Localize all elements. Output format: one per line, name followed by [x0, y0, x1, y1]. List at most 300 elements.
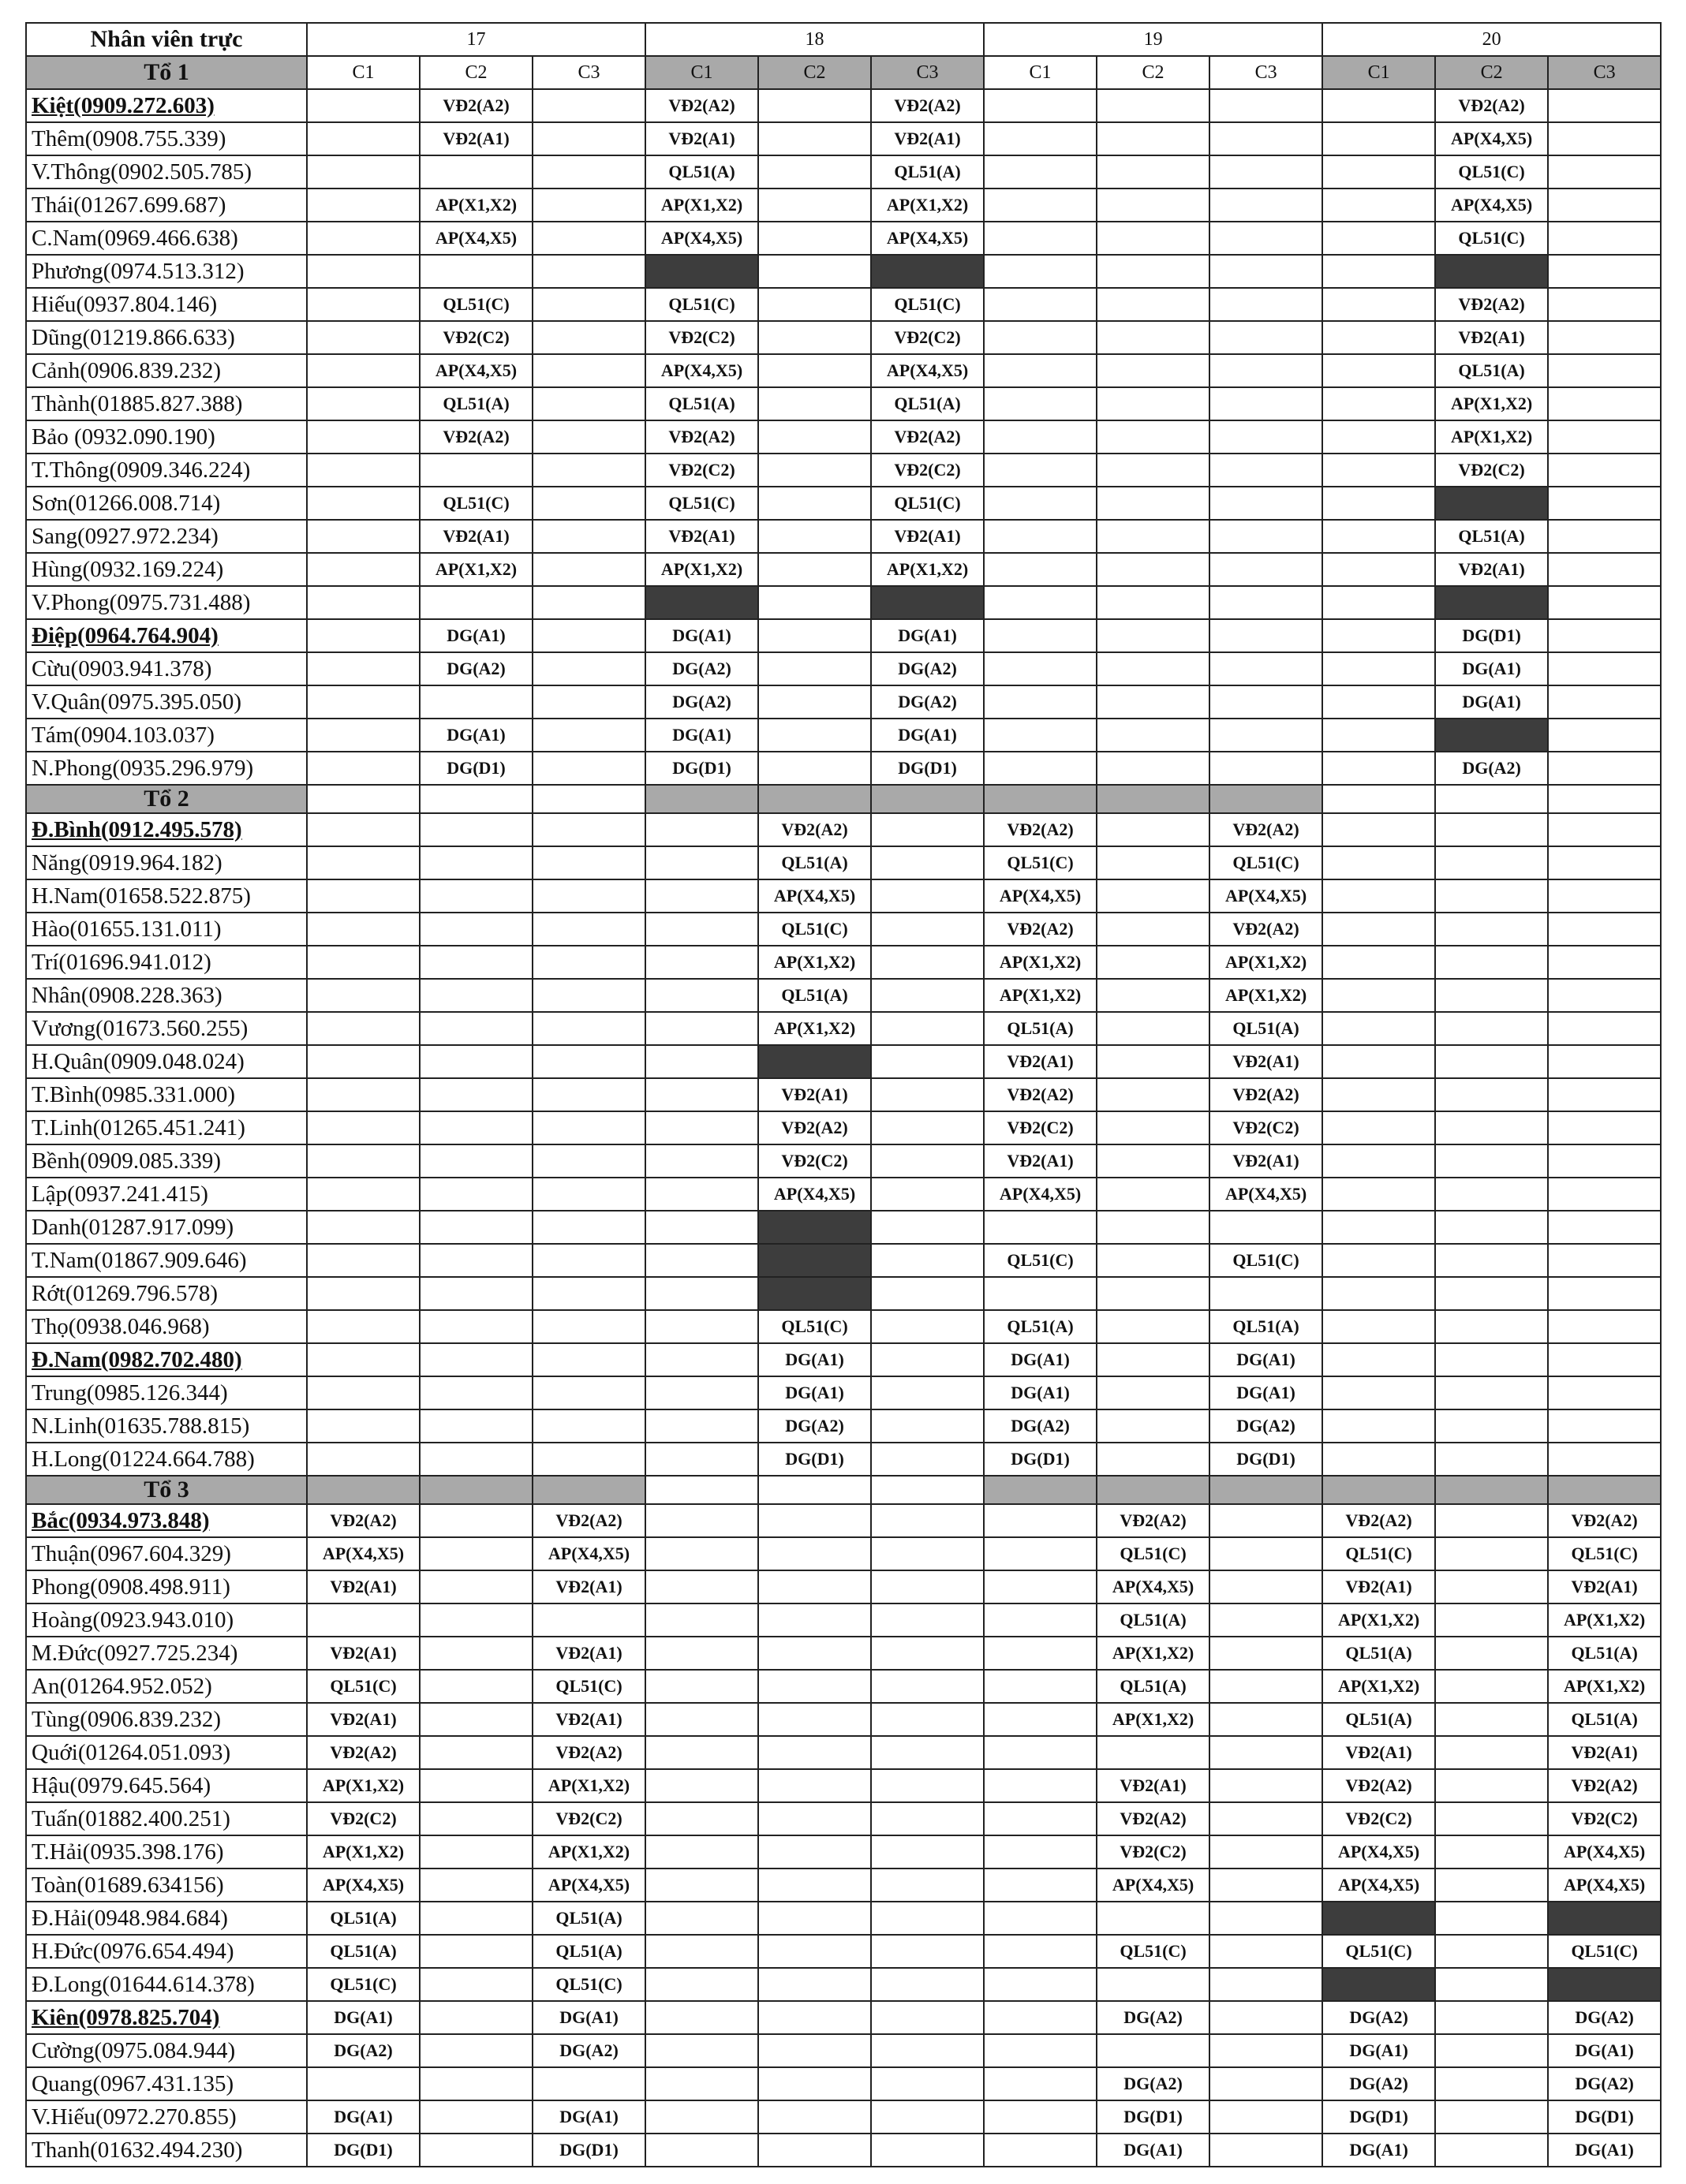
empty-cell [533, 813, 645, 846]
empty-cell [1322, 685, 1435, 719]
staff-name: Phương(0974.513.312) [26, 255, 307, 288]
empty-cell [758, 1769, 871, 1802]
empty-cell [420, 1078, 533, 1111]
group-separator-cell [1435, 1476, 1548, 1504]
staff-name: Quới(01264.051.093) [26, 1736, 307, 1769]
assignment-cell: AP(X4,X5) [1097, 1869, 1209, 1902]
empty-cell [420, 1111, 533, 1144]
assignment-cell: QL51(C) [1209, 1244, 1322, 1277]
assignment-cell: VĐ2(C2) [645, 321, 758, 354]
empty-cell [871, 1603, 984, 1637]
empty-cell [645, 1637, 758, 1670]
staff-row [26, 1211, 1661, 1244]
empty-cell [420, 1703, 533, 1736]
empty-cell [307, 1178, 420, 1211]
empty-cell [1209, 2001, 1322, 2034]
assignment-cell: DG(A2) [1322, 2001, 1435, 2034]
empty-cell [533, 619, 645, 652]
staff-row [26, 1902, 1661, 1935]
assignment-cell: VĐ2(C2) [758, 1144, 871, 1178]
empty-cell [533, 946, 645, 979]
empty-cell [420, 1736, 533, 1769]
assignment-cell: VĐ2(A2) [645, 89, 758, 122]
staff-name: Đ.Bình(0912.495.578) [26, 813, 307, 846]
staff-name: M.Đức(0927.725.234) [26, 1637, 307, 1670]
staff-row [26, 1409, 1661, 1443]
empty-cell [645, 1504, 758, 1537]
empty-cell [1435, 1211, 1548, 1244]
empty-cell [758, 1504, 871, 1537]
empty-cell [871, 1078, 984, 1111]
empty-cell [533, 1178, 645, 1211]
empty-cell [984, 652, 1097, 685]
empty-cell [1322, 1045, 1435, 1078]
staff-name: Danh(01287.917.099) [26, 1211, 307, 1244]
assignment-cell: VĐ2(A2) [984, 913, 1097, 946]
empty-cell [1209, 1637, 1322, 1670]
assignment-cell: AP(X1,X2) [1435, 420, 1548, 454]
staff-row [26, 1769, 1661, 1802]
empty-cell [307, 979, 420, 1012]
shift-header: C1 [645, 56, 758, 89]
empty-cell [1548, 1244, 1661, 1277]
empty-cell [1322, 553, 1435, 586]
assignment-cell: DG(A2) [1548, 2067, 1661, 2100]
assignment-cell: VĐ2(C2) [1548, 1802, 1661, 1835]
empty-cell [533, 255, 645, 288]
empty-cell [307, 1310, 420, 1343]
empty-cell [758, 1802, 871, 1835]
staff-row [26, 1045, 1661, 1078]
empty-cell [307, 321, 420, 354]
shift-header: C2 [1435, 56, 1548, 89]
assignment-cell: AP(X1,X2) [420, 189, 533, 222]
empty-cell [1548, 619, 1661, 652]
empty-cell [307, 1111, 420, 1144]
empty-cell [645, 1045, 758, 1078]
empty-cell [1209, 752, 1322, 785]
staff-name: Cường(0975.084.944) [26, 2034, 307, 2067]
empty-cell [984, 155, 1097, 189]
assignment-cell: QL51(A) [1548, 1703, 1661, 1736]
empty-cell [645, 1902, 758, 1935]
assignment-cell: AP(X1,X2) [1548, 1670, 1661, 1703]
empty-cell [984, 255, 1097, 288]
assignment-cell: AP(X1,X2) [307, 1835, 420, 1869]
group-label: Tổ 3 [26, 1476, 307, 1504]
empty-cell [1435, 2100, 1548, 2134]
empty-cell [1322, 1409, 1435, 1443]
empty-cell [420, 1603, 533, 1637]
empty-cell [984, 1277, 1097, 1310]
staff-row [26, 222, 1661, 255]
empty-cell [420, 979, 533, 1012]
empty-cell [307, 2067, 420, 2100]
assignment-cell: VĐ2(A2) [984, 1078, 1097, 1111]
group-separator-cell [1322, 1476, 1435, 1504]
staff-row [26, 685, 1661, 719]
empty-cell [1097, 1277, 1209, 1310]
assignment-cell: QL51(C) [420, 288, 533, 321]
assignment-cell: QL51(A) [645, 387, 758, 420]
empty-cell [1548, 1144, 1661, 1178]
staff-name: N.Linh(01635.788.815) [26, 1409, 307, 1443]
empty-cell [420, 1310, 533, 1343]
assignment-cell: AP(X1,X2) [1097, 1637, 1209, 1670]
staff-row [26, 2134, 1661, 2167]
empty-cell [1322, 652, 1435, 685]
staff-name: H.Nam(01658.522.875) [26, 879, 307, 913]
empty-cell [420, 255, 533, 288]
staff-name: V.Quân(0975.395.050) [26, 685, 307, 719]
group-separator-cell [533, 785, 645, 813]
assignment-cell: VĐ2(A1) [1548, 1736, 1661, 1769]
empty-cell [871, 1178, 984, 1211]
assignment-cell: AP(X4,X5) [1322, 1869, 1435, 1902]
staff-row [26, 979, 1661, 1012]
assignment-cell: AP(X4,X5) [1435, 122, 1548, 155]
staff-name: Hào(01655.131.011) [26, 913, 307, 946]
staff-name: Trí(01696.941.012) [26, 946, 307, 979]
staff-row [26, 1802, 1661, 1835]
empty-cell [1209, 619, 1322, 652]
empty-cell [645, 1703, 758, 1736]
staff-name: T.Thông(0909.346.224) [26, 454, 307, 487]
assignment-cell: AP(X1,X2) [1322, 1603, 1435, 1637]
empty-cell [645, 979, 758, 1012]
staff-name: Hoàng(0923.943.010) [26, 1603, 307, 1637]
empty-cell [1435, 1443, 1548, 1476]
assignment-cell: VĐ2(A1) [1322, 1570, 1435, 1603]
empty-cell [533, 89, 645, 122]
assignment-cell: QL51(C) [533, 1968, 645, 2001]
assignment-cell: VĐ2(A1) [1435, 321, 1548, 354]
empty-cell [420, 1802, 533, 1835]
empty-cell [1097, 1178, 1209, 1211]
empty-cell [1097, 1376, 1209, 1409]
assignment-cell: AP(X4,X5) [533, 1537, 645, 1570]
empty-cell [871, 1637, 984, 1670]
empty-cell [1435, 1178, 1548, 1211]
empty-cell [1548, 685, 1661, 719]
empty-cell [1322, 1343, 1435, 1376]
empty-cell [307, 719, 420, 752]
staff-row [26, 719, 1661, 752]
empty-cell [984, 685, 1097, 719]
empty-cell [871, 1343, 984, 1376]
empty-cell [420, 1835, 533, 1869]
assignment-cell: VĐ2(A2) [1209, 913, 1322, 946]
empty-cell [307, 1078, 420, 1111]
empty-cell [1435, 2134, 1548, 2167]
assignment-cell: AP(X1,X2) [758, 946, 871, 979]
empty-cell [1435, 1570, 1548, 1603]
staff-row [26, 1443, 1661, 1476]
staff-name: V.Thông(0902.505.785) [26, 155, 307, 189]
empty-cell [984, 586, 1097, 619]
assignment-cell: DG(A1) [984, 1343, 1097, 1376]
assignment-cell: QL51(A) [1548, 1637, 1661, 1670]
assignment-cell: QL51(C) [1097, 1537, 1209, 1570]
assignment-cell: DG(A1) [1322, 2134, 1435, 2167]
empty-cell [1322, 879, 1435, 913]
empty-cell [1322, 321, 1435, 354]
assignment-cell: QL51(A) [533, 1935, 645, 1968]
empty-cell [984, 520, 1097, 553]
empty-cell [1322, 979, 1435, 1012]
assignment-cell: VĐ2(A1) [533, 1570, 645, 1603]
assignment-cell: AP(X4,X5) [1435, 189, 1548, 222]
empty-cell [1548, 979, 1661, 1012]
staff-row [26, 1244, 1661, 1277]
assignment-cell: DG(A2) [307, 2034, 420, 2067]
empty-cell [1548, 288, 1661, 321]
empty-cell [984, 2100, 1097, 2134]
empty-cell [1097, 520, 1209, 553]
empty-cell [533, 1343, 645, 1376]
assignment-cell: AP(X4,X5) [1209, 879, 1322, 913]
empty-cell [1322, 1244, 1435, 1277]
empty-cell [307, 553, 420, 586]
staff-name: Bềnh(0909.085.339) [26, 1144, 307, 1178]
assignment-cell: VĐ2(C2) [307, 1802, 420, 1835]
empty-cell [1322, 719, 1435, 752]
staff-row [26, 1376, 1661, 1409]
empty-cell [1209, 2034, 1322, 2067]
empty-cell [1435, 2067, 1548, 2100]
staff-name: Tám(0904.103.037) [26, 719, 307, 752]
staff-row [26, 1277, 1661, 1310]
assignment-cell: QL51(A) [1435, 354, 1548, 387]
staff-name: Nhân(0908.228.363) [26, 979, 307, 1012]
empty-cell [1322, 387, 1435, 420]
empty-cell [1435, 1537, 1548, 1570]
empty-cell [307, 813, 420, 846]
shaded-cell [1435, 255, 1548, 288]
empty-cell [1435, 1902, 1548, 1935]
staff-name: Điệp(0964.764.904) [26, 619, 307, 652]
empty-cell [420, 913, 533, 946]
empty-cell [1435, 1144, 1548, 1178]
group-separator-cell [758, 785, 871, 813]
assignment-cell: AP(X4,X5) [645, 222, 758, 255]
empty-cell [871, 1703, 984, 1736]
assignment-cell: AP(X1,X2) [533, 1835, 645, 1869]
empty-cell [645, 813, 758, 846]
empty-cell [984, 387, 1097, 420]
assignment-cell: DG(D1) [871, 752, 984, 785]
empty-cell [1548, 846, 1661, 879]
assignment-cell: QL51(A) [420, 387, 533, 420]
assignment-cell: QL51(C) [758, 913, 871, 946]
empty-cell [984, 1637, 1097, 1670]
empty-cell [984, 1703, 1097, 1736]
shaded-cell [871, 255, 984, 288]
staff-row [26, 846, 1661, 879]
empty-cell [1097, 1144, 1209, 1178]
empty-cell [1435, 1802, 1548, 1835]
empty-cell [1322, 813, 1435, 846]
assignment-cell: VĐ2(C2) [1097, 1835, 1209, 1869]
staff-row [26, 520, 1661, 553]
empty-cell [1435, 1409, 1548, 1443]
staff-name: Cừu(0903.941.378) [26, 652, 307, 685]
assignment-cell: DG(D1) [533, 2134, 645, 2167]
staff-name: Kiệt(0909.272.603) [26, 89, 307, 122]
empty-cell [1209, 122, 1322, 155]
empty-cell [1548, 1376, 1661, 1409]
empty-cell [533, 1111, 645, 1144]
empty-cell [307, 1443, 420, 1476]
assignment-cell: DG(A2) [1209, 1409, 1322, 1443]
assignment-cell: DG(A1) [758, 1376, 871, 1409]
empty-cell [1548, 420, 1661, 454]
assignment-cell: QL51(A) [533, 1902, 645, 1935]
shift-header: C3 [1209, 56, 1322, 89]
empty-cell [1322, 1111, 1435, 1144]
empty-cell [1209, 1211, 1322, 1244]
assignment-cell: VĐ2(A1) [533, 1637, 645, 1670]
empty-cell [420, 2067, 533, 2100]
assignment-cell: VĐ2(A1) [1209, 1045, 1322, 1078]
assignment-cell: AP(X4,X5) [984, 879, 1097, 913]
empty-cell [307, 846, 420, 879]
empty-cell [533, 1310, 645, 1343]
assignment-cell: DG(A2) [871, 652, 984, 685]
staff-row [26, 1310, 1661, 1343]
empty-cell [645, 1968, 758, 2001]
empty-cell [420, 1869, 533, 1902]
empty-cell [307, 1603, 420, 1637]
empty-cell [307, 685, 420, 719]
shift-header: C1 [1322, 56, 1435, 89]
assignment-cell: VĐ2(A1) [645, 520, 758, 553]
assignment-cell: QL51(C) [1435, 155, 1548, 189]
staff-name: C.Nam(0969.466.638) [26, 222, 307, 255]
assignment-cell: DG(D1) [1435, 619, 1548, 652]
assignment-cell: DG(A2) [420, 652, 533, 685]
empty-cell [1209, 1902, 1322, 1935]
empty-cell [533, 1211, 645, 1244]
staff-row [26, 2001, 1661, 2034]
assignment-cell: DG(A1) [1209, 1376, 1322, 1409]
empty-cell [1435, 1935, 1548, 1968]
shift-header: C2 [1097, 56, 1209, 89]
empty-cell [871, 846, 984, 879]
staff-name: V.Hiếu(0972.270.855) [26, 2100, 307, 2134]
assignment-cell: VĐ2(A1) [1097, 1769, 1209, 1802]
empty-cell [871, 1012, 984, 1045]
assignment-cell: VĐ2(A1) [645, 122, 758, 155]
empty-cell [758, 122, 871, 155]
assignment-cell: VĐ2(A1) [420, 520, 533, 553]
empty-cell [1097, 1443, 1209, 1476]
empty-cell [533, 354, 645, 387]
staff-name: Thái(01267.699.687) [26, 189, 307, 222]
assignment-cell: AP(X4,X5) [420, 354, 533, 387]
empty-cell [1209, 89, 1322, 122]
empty-cell [420, 2034, 533, 2067]
empty-cell [645, 1769, 758, 1802]
empty-cell [645, 1012, 758, 1045]
empty-cell [645, 2100, 758, 2134]
assignment-cell: DG(A2) [645, 685, 758, 719]
shift-header: C1 [307, 56, 420, 89]
staff-row [26, 454, 1661, 487]
empty-cell [645, 1835, 758, 1869]
assignment-cell: QL51(C) [1209, 846, 1322, 879]
empty-cell [1322, 155, 1435, 189]
empty-cell [645, 2134, 758, 2167]
assignment-cell: AP(X1,X2) [871, 553, 984, 586]
assignment-cell: DG(A2) [645, 652, 758, 685]
staff-name: Cảnh(0906.839.232) [26, 354, 307, 387]
empty-cell [1097, 1310, 1209, 1343]
assignment-cell: AP(X4,X5) [758, 1178, 871, 1211]
empty-cell [307, 420, 420, 454]
empty-cell [1209, 1570, 1322, 1603]
staff-row [26, 1736, 1661, 1769]
empty-cell [1097, 1902, 1209, 1935]
empty-cell [420, 1045, 533, 1078]
empty-cell [1548, 946, 1661, 979]
assignment-cell: VĐ2(A2) [1097, 1802, 1209, 1835]
empty-cell [307, 1244, 420, 1277]
empty-cell [1548, 1277, 1661, 1310]
staff-row [26, 189, 1661, 222]
assignment-cell: DG(A2) [1435, 752, 1548, 785]
shaded-cell [1435, 719, 1548, 752]
assignment-cell: VĐ2(A1) [984, 1144, 1097, 1178]
assignment-cell: VĐ2(A2) [1097, 1504, 1209, 1537]
empty-cell [307, 946, 420, 979]
assignment-cell: QL51(C) [645, 487, 758, 520]
assignment-cell: QL51(A) [1322, 1637, 1435, 1670]
staff-row [26, 1703, 1661, 1736]
empty-cell [1548, 222, 1661, 255]
empty-cell [1097, 879, 1209, 913]
assignment-cell: VĐ2(A1) [307, 1570, 420, 1603]
empty-cell [1097, 752, 1209, 785]
assignment-cell: QL51(A) [1097, 1603, 1209, 1637]
empty-cell [1435, 1244, 1548, 1277]
empty-cell [1097, 321, 1209, 354]
empty-cell [645, 879, 758, 913]
staff-row [26, 1935, 1661, 1968]
empty-cell [871, 879, 984, 913]
empty-cell [1435, 879, 1548, 913]
shaded-cell [871, 586, 984, 619]
empty-cell [420, 454, 533, 487]
day-header-18: 18 [645, 23, 984, 56]
empty-cell [1209, 1835, 1322, 1869]
assignment-cell: DG(A2) [1322, 2067, 1435, 2100]
empty-cell [420, 1144, 533, 1178]
empty-cell [871, 1869, 984, 1902]
assignment-cell: QL51(C) [1548, 1537, 1661, 1570]
empty-cell [1435, 1376, 1548, 1409]
assignment-cell: VĐ2(A2) [984, 813, 1097, 846]
empty-cell [1435, 1703, 1548, 1736]
empty-cell [307, 222, 420, 255]
empty-cell [1435, 846, 1548, 879]
staff-row [26, 288, 1661, 321]
staff-row [26, 2100, 1661, 2134]
group-header-row [26, 56, 1661, 89]
empty-cell [307, 520, 420, 553]
group-separator-cell [533, 1476, 645, 1504]
empty-cell [420, 1902, 533, 1935]
